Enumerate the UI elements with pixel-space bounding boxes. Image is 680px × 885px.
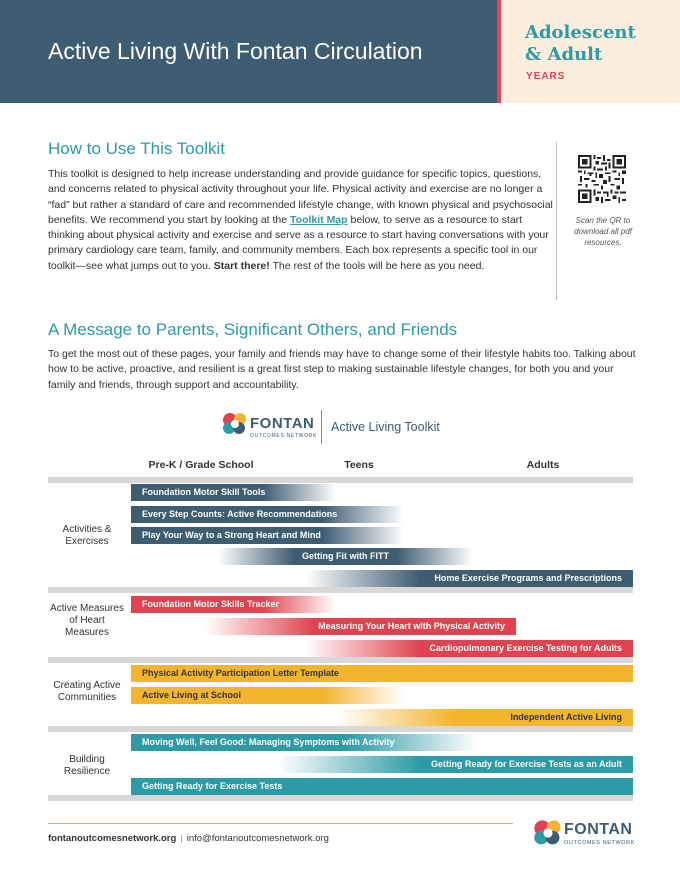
footer-logo (533, 815, 643, 855)
band-divider (48, 477, 633, 483)
band-divider (48, 726, 633, 732)
tool-label: Every Step Counts: Active Recommendations (142, 509, 338, 519)
page-title: Active Living With Fontan Circulation (48, 38, 423, 64)
footer-brand-name: FONTAN (564, 821, 633, 838)
brand-name: FONTAN (250, 415, 315, 432)
tool-label: Play Your Way to a Strong Heart and Mind (142, 530, 321, 540)
audience-label-adult: & Adult (525, 44, 603, 65)
how-to-paragraph (48, 167, 553, 274)
tool-bar[interactable] (131, 596, 336, 613)
footer-email-link[interactable]: info@fontanoutcomesnetwork.org (186, 833, 329, 844)
tool-bar[interactable] (131, 484, 336, 501)
tool-bar[interactable] (131, 778, 633, 795)
tool-bar[interactable] (131, 734, 478, 751)
section-heading-how-to: How to Use This Toolkit (48, 139, 225, 158)
column-header-preschool: Pre-K / Grade School (148, 459, 254, 471)
band-divider (48, 657, 633, 663)
footer-separator: | (180, 833, 183, 844)
tool-label: Active Living at School (142, 690, 242, 700)
audience-panel (501, 0, 680, 103)
how-to-text-c: The rest of the tools will be here as you need. (269, 259, 485, 272)
column-header-adults: Adults (526, 459, 560, 471)
message-paragraph: To get the most out of these pages, your family and friends may have to change some of their lifestyle habits too. Talking about how to be active, proactive, and resilient is a great first step to making sustainable lifestyle changes, for both you and your family and friends, through support and accountability. (48, 348, 636, 391)
column-header-teens: Teens (344, 459, 374, 471)
tool-bar[interactable] (131, 687, 404, 704)
tool-bar[interactable] (205, 618, 516, 635)
tool-bar[interactable] (131, 665, 633, 682)
sidebar-divider (556, 142, 557, 300)
band-divider (48, 587, 633, 593)
category-label-communities: Creating Active Communities (53, 680, 121, 703)
category-label-resilience: Building Resilience (63, 754, 111, 777)
tool-bar[interactable] (306, 570, 633, 587)
tool-label: Cardiopulmonary Exercise Testing for Adults (429, 643, 622, 653)
audience-label-adolescent: Adolescent (525, 22, 636, 43)
toolkit-map-link[interactable]: Toolkit Map (290, 213, 348, 226)
tool-label: Getting Ready for Exercise Tests (142, 781, 283, 791)
tool-label: Foundation Motor Skills Tracker (142, 599, 280, 609)
tool-bar[interactable] (278, 756, 633, 773)
footer-rule (48, 823, 513, 824)
tool-bar[interactable] (131, 527, 404, 544)
section-heading-message: A Message to Parents, Significant Others, and Friends (48, 320, 458, 339)
tool-label: Physical Activity Participation Letter Template (142, 668, 340, 678)
brand-divider (321, 410, 322, 444)
category-label-measures: Active Measures of Heart Measures (50, 603, 124, 638)
category-label-activities: Activities & Exercises (62, 524, 112, 547)
tool-label: Foundation Motor Skill Tools (142, 487, 266, 497)
toolkit-title: Active Living Toolkit (331, 420, 440, 434)
how-to-text-b: below, to serve as a resource to start thinking about physical activity and exercise and serve as a resource to start having conversations with your primary cardiology care team, family, and community members. Each box represents a specific tool in our toolkit—see what jumps out to you. (48, 213, 549, 272)
footer-contact (48, 833, 329, 844)
how-to-bold: Start there! (213, 259, 270, 272)
audience-label-years: YEARS (526, 71, 566, 82)
tool-label: Getting Fit with FITT (302, 551, 389, 561)
tool-bar[interactable] (131, 506, 404, 523)
band-divider (48, 795, 633, 801)
header-banner (0, 0, 497, 103)
fontan-heart-logo-icon (533, 817, 563, 849)
tool-label: Measuring Your Heart with Physical Activity (318, 621, 505, 631)
tool-bar[interactable] (336, 709, 633, 726)
tool-label: Independent Active Living (510, 712, 622, 722)
tool-label: Getting Ready for Exercise Tests as an Adult (430, 759, 622, 769)
footer-website-link[interactable]: fontanoutcomesnetwork.org (48, 833, 177, 844)
fontan-heart-logo-icon (222, 410, 248, 438)
tool-bar[interactable] (306, 640, 633, 657)
tool-label: Moving Well, Feel Good: Managing Symptoms with Activity (142, 737, 395, 747)
how-to-text-a: This toolkit is designed to help increase understanding and provide guidance for specific topics, questions, and concerns related to physical activity throughout your life. Physical activity and exercise are no longer a “fad” but rather a standard of care and recommended lifestyle change, with known physical and psychosocial benefits. We recommend you start by looking at the (48, 168, 553, 226)
page-header (0, 0, 680, 103)
qr-caption: Scan the QR to download all pdf resources. (574, 216, 632, 247)
brand-subtitle: OUTCOMES NETWORK (250, 433, 318, 439)
tool-label: Home Exercise Programs and Prescriptions (434, 573, 622, 583)
footer-brand-subtitle: OUTCOMES NETWORK (564, 840, 636, 846)
qr-code-icon[interactable] (578, 155, 626, 203)
tool-bar[interactable] (218, 548, 473, 565)
toolkit-brand (222, 408, 462, 448)
